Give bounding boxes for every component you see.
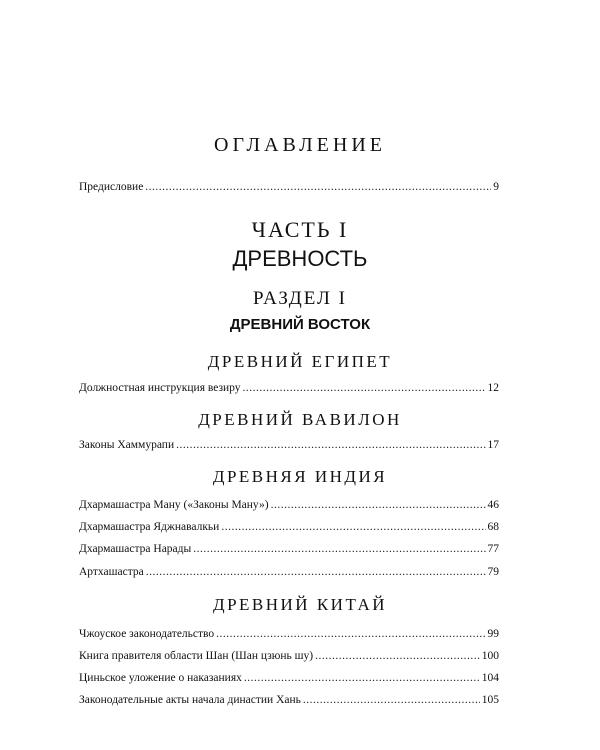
toc-entry[interactable] bbox=[79, 438, 499, 452]
toc-entry-preface[interactable] bbox=[79, 180, 499, 194]
dot-leader bbox=[221, 520, 485, 534]
entry-page-number: 68 bbox=[487, 521, 499, 533]
toc-entry[interactable] bbox=[79, 627, 499, 641]
entry-title: Циньское уложение о наказаниях bbox=[79, 672, 242, 684]
entry-page-number: 9 bbox=[493, 181, 499, 193]
entry-page-number: 105 bbox=[481, 694, 499, 706]
entry-title: Законы Хаммурапи bbox=[79, 439, 175, 451]
toc-entry[interactable] bbox=[79, 693, 499, 707]
entry-title: Чжоуское законодательство bbox=[79, 628, 215, 640]
dot-leader bbox=[145, 180, 491, 194]
toc-entry[interactable] bbox=[79, 498, 499, 512]
part-title: ДРЕВНОСТЬ bbox=[232, 246, 368, 271]
entry-page-number: 77 bbox=[487, 543, 499, 555]
entry-title: Книга правителя области Шан (Шан цзюнь шу) bbox=[79, 650, 314, 662]
dot-leader bbox=[216, 627, 485, 641]
entry-title: Артхашастра bbox=[79, 566, 144, 578]
entry-page-number: 17 bbox=[487, 439, 499, 451]
entry-title: Законодательные акты начала династии Хань bbox=[79, 694, 301, 706]
toc-entry[interactable] bbox=[79, 649, 499, 663]
section-label: РАЗДЕЛ I bbox=[252, 288, 348, 309]
dot-leader bbox=[243, 381, 486, 395]
dot-leader bbox=[303, 693, 480, 707]
toc-entry[interactable] bbox=[79, 671, 499, 685]
entry-title: Дхармашастра Яджнавалкьи bbox=[79, 521, 220, 533]
section-title: ДРЕВНИЙ ВОСТОК bbox=[229, 316, 371, 333]
toc-entry[interactable] bbox=[79, 520, 499, 534]
dot-leader bbox=[193, 542, 485, 556]
entry-page-number: 99 bbox=[487, 628, 499, 640]
toc-entry[interactable] bbox=[79, 542, 499, 556]
entry-page-number: 104 bbox=[481, 672, 499, 684]
toc-entry[interactable] bbox=[79, 565, 499, 579]
entry-title: Должностная инструкция везиру bbox=[79, 382, 241, 394]
part-label: ЧАСТЬ I bbox=[251, 217, 349, 242]
entry-page-number: 100 bbox=[481, 650, 499, 662]
dot-leader bbox=[315, 649, 480, 663]
entry-title: Предисловие bbox=[79, 181, 144, 193]
dot-leader bbox=[146, 565, 486, 579]
entry-page-number: 46 bbox=[487, 499, 499, 511]
entry-title: Дхармашастра Ману («Законы Ману») bbox=[79, 499, 269, 511]
dot-leader bbox=[271, 498, 486, 512]
group-title-egypt: ДРЕВНИЙ ЕГИПЕТ bbox=[207, 352, 393, 371]
dot-leader bbox=[176, 438, 485, 452]
group-title-babylon: ДРЕВНИЙ ВАВИЛОН bbox=[198, 410, 402, 429]
entry-page-number: 79 bbox=[487, 566, 499, 578]
toc-title: ОГЛАВЛЕНИЕ bbox=[214, 134, 386, 156]
group-title-china: ДРЕВНИЙ КИТАЙ bbox=[212, 595, 388, 614]
toc-entry[interactable] bbox=[79, 381, 499, 395]
group-title-india: ДРЕВНЯЯ ИНДИЯ bbox=[212, 467, 388, 486]
entry-title: Дхармашастра Нарады bbox=[79, 543, 192, 555]
entry-page-number: 12 bbox=[487, 382, 499, 394]
dot-leader bbox=[244, 671, 480, 685]
